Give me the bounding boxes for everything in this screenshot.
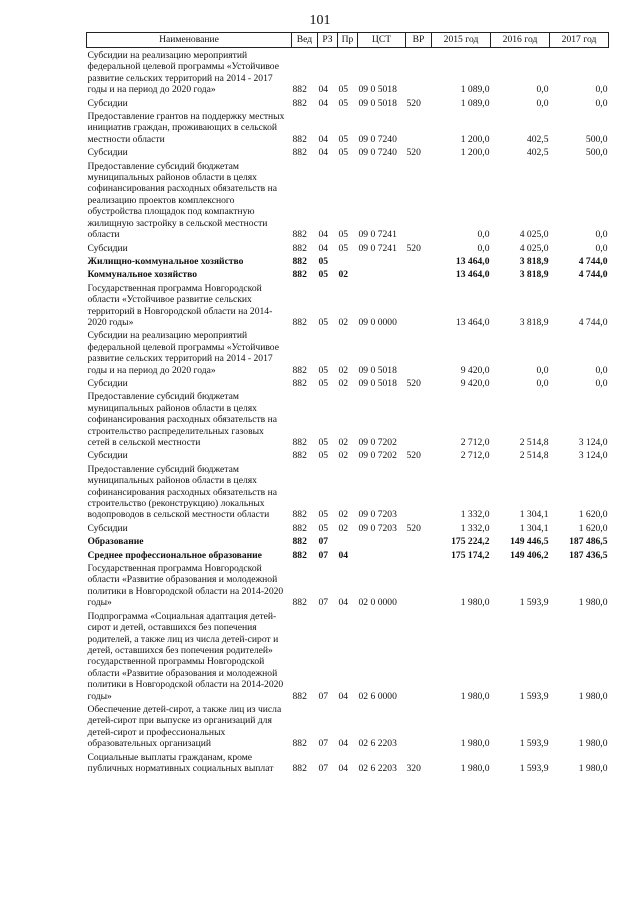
row-name: Субсидии	[87, 450, 128, 462]
row-rz: 05	[318, 364, 329, 376]
header-pr: Пр	[338, 33, 358, 48]
row-value-2017: 1 980,0	[578, 690, 608, 702]
row-value-2017: 500,0	[585, 147, 608, 159]
row-value-2017: 1 980,0	[578, 762, 608, 774]
row-value-2016: 1 593,9	[519, 762, 549, 774]
row-value-2016: 402,5	[526, 133, 549, 145]
row-vr	[406, 702, 432, 750]
row-rz: 05	[318, 316, 329, 328]
row-ved: 882	[292, 133, 307, 145]
row-value-2017: 1 620,0	[578, 522, 608, 534]
row-pr: 02	[338, 364, 349, 376]
row-cst: 09 0 5018	[358, 97, 397, 109]
row-cst: 02 6 0000	[358, 690, 397, 702]
row-rz: 07	[318, 597, 329, 609]
row-ved: 882	[292, 269, 307, 281]
table-row	[87, 48, 609, 96]
table-row	[87, 254, 609, 267]
row-value-2016: 1 304,1	[519, 509, 549, 521]
row-value-2016: 149 446,5	[510, 536, 549, 548]
row-value-2015: 1 089,0	[460, 84, 490, 96]
row-vr	[406, 254, 432, 267]
table-row	[87, 702, 609, 750]
row-pr: 02	[338, 522, 349, 534]
row-pr: 04	[338, 690, 349, 702]
row-value-2015: 1 332,0	[460, 509, 490, 521]
header-name: Наименование	[87, 33, 292, 48]
row-ved: 882	[292, 690, 307, 702]
row-cst: 09 0 5018	[358, 377, 397, 389]
row-value-2015: 1 332,0	[460, 522, 490, 534]
row-pr: 05	[338, 97, 349, 109]
table-row	[87, 159, 609, 241]
row-name: Субсидии	[87, 377, 128, 389]
row-value-2015: 2 712,0	[460, 437, 490, 448]
header-2015: 2015 год	[432, 33, 491, 48]
row-value-2015: 1 980,0	[460, 690, 490, 702]
row-rz: 04	[318, 242, 329, 254]
row-name: Социальные выплаты гражданам, кроме публичных нормативных социальных выплат	[87, 751, 274, 774]
row-rz: 04	[318, 147, 329, 159]
row-value-2016: 2 514,8	[519, 450, 549, 462]
row-cst	[358, 267, 406, 280]
row-name: Субсидии	[87, 97, 128, 109]
header-vr: ВР	[406, 33, 432, 48]
row-pr: 02	[338, 377, 349, 389]
row-value-2016: 3 818,9	[519, 255, 549, 267]
row-ved: 882	[292, 377, 307, 389]
row-cst: 09 0 7202	[358, 450, 397, 462]
row-value-2015: 175 174,2	[451, 549, 490, 561]
row-value-2017: 1 980,0	[578, 597, 608, 609]
row-pr: 05	[338, 84, 349, 96]
table-row	[87, 376, 609, 389]
row-vr	[406, 609, 432, 702]
table-row	[87, 521, 609, 534]
row-value-2015: 0,0	[477, 229, 490, 241]
row-pr: 02	[338, 316, 349, 328]
table-row	[87, 281, 609, 329]
row-vr: 520	[406, 242, 421, 254]
row-ved: 882	[292, 229, 307, 241]
row-value-2016: 2 514,8	[519, 437, 549, 448]
row-rz: 04	[318, 133, 329, 145]
row-value-2016: 3 818,9	[519, 269, 549, 281]
table-row	[87, 267, 609, 280]
row-ved: 882	[292, 84, 307, 96]
row-value-2016: 149 406,2	[510, 549, 549, 561]
row-cst: 02 0 0000	[358, 597, 397, 609]
row-value-2017: 4 744,0	[578, 269, 608, 281]
row-value-2016: 1 593,9	[519, 738, 549, 750]
row-name: Подпрограмма «Социальная адаптация детей-сирот и детей, оставшихся без попечения родителей, а также лиц из числа детей-сирот и детей, оставшихся без попечения родителей» государственной программы Новгородской области «Развитие образования и молодежной политики в Новгородской области на 2014-2020 годы»	[87, 610, 284, 702]
row-pr: 04	[338, 738, 349, 750]
row-rz: 05	[318, 437, 329, 448]
row-value-2015: 1 980,0	[460, 597, 490, 609]
row-value-2016: 3 818,9	[519, 316, 549, 328]
row-ved: 882	[292, 255, 307, 267]
row-cst	[358, 548, 406, 561]
row-vr	[406, 561, 432, 609]
row-cst: 02 6 2203	[358, 762, 397, 774]
row-value-2015: 13 464,0	[455, 255, 490, 267]
table-row	[87, 462, 609, 521]
table-body	[87, 48, 609, 775]
row-vr	[406, 328, 432, 376]
row-pr	[338, 254, 358, 267]
row-value-2017: 3 124,0	[578, 450, 608, 462]
row-value-2017: 0,0	[595, 84, 608, 96]
row-rz: 05	[318, 509, 329, 521]
table-row	[87, 548, 609, 561]
row-name: Субсидии на реализацию мероприятий федеральной целевой программы «Устойчивое развитие сельских территорий на 2014 - 2017 годы и на период до 2020 года»	[87, 50, 279, 96]
row-name: Государственная программа Новгородской области «Развитие образования и молодежной политики в Новгородской области на 2014-2020 годы»	[87, 563, 284, 609]
page-number: 101	[309, 13, 331, 28]
row-vr: 320	[406, 762, 421, 774]
row-name: Субсидии	[87, 147, 128, 159]
row-value-2015: 2 712,0	[460, 450, 490, 462]
row-ved: 882	[292, 597, 307, 609]
row-rz: 05	[318, 269, 329, 281]
row-vr	[406, 548, 432, 561]
row-value-2016: 4 025,0	[519, 229, 549, 241]
row-value-2016: 0,0	[536, 377, 549, 389]
row-pr: 05	[338, 242, 349, 254]
row-value-2015: 13 464,0	[455, 269, 490, 281]
row-ved: 882	[292, 509, 307, 521]
row-ved: 882	[292, 549, 307, 561]
row-value-2017: 1 980,0	[578, 738, 608, 750]
row-cst: 09 0 7241	[358, 229, 397, 241]
header-ved: Вед	[292, 33, 318, 48]
row-value-2017: 187 486,5	[569, 536, 608, 548]
row-cst: 09 0 7203	[358, 522, 397, 534]
row-value-2015: 1 089,0	[460, 97, 490, 109]
table-row	[87, 609, 609, 702]
row-pr: 05	[338, 133, 349, 145]
row-ved: 882	[292, 316, 307, 328]
header-2016: 2016 год	[491, 33, 550, 48]
row-value-2017: 1 620,0	[578, 509, 608, 521]
row-ved: 882	[292, 147, 307, 159]
row-value-2016: 1 593,9	[519, 690, 549, 702]
row-vr	[406, 48, 432, 96]
table-row	[87, 448, 609, 461]
row-value-2016: 0,0	[536, 84, 549, 96]
row-value-2016: 4 025,0	[519, 242, 549, 254]
row-vr	[406, 534, 432, 547]
row-ved: 882	[292, 450, 307, 462]
row-rz: 05	[318, 377, 329, 389]
row-name: Субсидии на реализацию мероприятий федеральной целевой программы «Устойчивое развитие сельских территорий на 2014 - 2017 годы и на период до 2020 года»	[87, 330, 279, 376]
row-ved: 882	[292, 738, 307, 750]
row-pr: 05	[338, 229, 349, 241]
row-vr	[406, 389, 432, 448]
table-row	[87, 241, 609, 254]
row-cst: 09 0 7202	[358, 437, 397, 448]
row-value-2017: 0,0	[595, 97, 608, 109]
row-ved: 882	[292, 437, 307, 448]
row-vr	[406, 109, 432, 145]
row-value-2016: 0,0	[536, 97, 549, 109]
table-row	[87, 96, 609, 109]
row-pr: 04	[338, 597, 349, 609]
row-value-2016: 0,0	[536, 364, 549, 376]
row-cst: 02 6 2203	[358, 738, 397, 750]
row-value-2017: 187 436,5	[569, 549, 608, 561]
row-cst: 09 0 5018	[358, 364, 397, 376]
table-row	[87, 389, 609, 448]
row-rz: 07	[318, 536, 329, 548]
row-value-2016: 1 304,1	[519, 522, 549, 534]
row-value-2017: 3 124,0	[578, 437, 608, 448]
row-name: Государственная программа Новгородской области «Устойчивое развитие сельских территорий в Новгородской области на 2014-2020 годы»	[87, 282, 273, 328]
row-ved: 882	[292, 762, 307, 774]
row-value-2015: 175 224,2	[451, 536, 490, 548]
header-rz: РЗ	[318, 33, 338, 48]
row-value-2015: 13 464,0	[455, 316, 490, 328]
row-value-2016: 402,5	[526, 147, 549, 159]
row-name: Предоставление грантов на поддержку местных инициатив граждан, проживающих в сельской местности области	[87, 111, 285, 145]
row-value-2017: 0,0	[595, 242, 608, 254]
row-rz: 04	[318, 84, 329, 96]
row-ved: 882	[292, 97, 307, 109]
row-ved: 882	[292, 242, 307, 254]
row-value-2017: 4 744,0	[578, 255, 608, 267]
row-name: Жилищно-коммунальное хозяйство	[87, 255, 244, 267]
row-vr	[406, 267, 432, 280]
row-value-2017: 4 744,0	[578, 316, 608, 328]
table-row	[87, 750, 609, 775]
row-cst: 09 0 7240	[358, 133, 397, 145]
row-ved: 882	[292, 522, 307, 534]
row-name: Коммунальное хозяйство	[87, 269, 197, 281]
row-vr	[406, 462, 432, 521]
row-rz: 04	[318, 97, 329, 109]
row-pr: 02	[338, 509, 349, 521]
row-value-2016: 1 593,9	[519, 597, 549, 609]
row-value-2017: 0,0	[595, 377, 608, 389]
row-cst	[358, 254, 406, 267]
table-row	[87, 561, 609, 609]
row-rz: 07	[318, 762, 329, 774]
row-name: Обеспечение детей-сирот, а также лиц из числа детей-сирот при выпуске из организаций для детей-сирот и профессиональных образовательных организаций	[87, 703, 282, 750]
row-cst: 09 0 7241	[358, 242, 397, 254]
row-pr: 02	[338, 269, 349, 281]
row-name: Предоставление субсидий бюджетам муниципальных районов области в целях софинансирования расходных обязательств на реализацию проектов комплексного обустройства площадок под компактную жилищную застройку в сельской местности области	[87, 160, 277, 241]
row-vr: 520	[406, 377, 421, 389]
row-rz: 05	[318, 522, 329, 534]
row-value-2017: 0,0	[595, 229, 608, 241]
row-vr: 520	[406, 147, 421, 159]
row-vr: 520	[406, 97, 421, 109]
row-pr: 02	[338, 437, 349, 448]
row-rz: 05	[318, 255, 329, 267]
table-header	[87, 33, 609, 48]
row-rz: 05	[318, 450, 329, 462]
row-rz: 04	[318, 229, 329, 241]
table-row	[87, 145, 609, 158]
row-name: Предоставление субсидий бюджетам муниципальных районов области в целях софинансирования расходных обязательств на строительство распределительных газовых сетей в сельской местности	[87, 391, 277, 448]
row-name: Субсидии	[87, 522, 128, 534]
row-ved: 882	[292, 364, 307, 376]
row-vr	[406, 159, 432, 241]
row-value-2015: 1 200,0	[460, 147, 490, 159]
row-cst	[358, 534, 406, 547]
row-name: Предоставление субсидий бюджетам муниципальных районов области в целях софинансирования расходных обязательств на строительство (реконструкцию) локальных водопроводов в сельской местности области	[87, 463, 277, 521]
row-name: Субсидии	[87, 242, 128, 254]
header-cst: ЦСТ	[358, 33, 406, 48]
row-name: Образование	[87, 536, 144, 548]
row-cst: 09 0 5018	[358, 84, 397, 96]
row-rz: 07	[318, 690, 329, 702]
row-name: Среднее профессиональное образование	[87, 549, 262, 561]
row-pr: 04	[338, 762, 349, 774]
row-cst: 09 0 0000	[358, 316, 397, 328]
row-value-2015: 1 980,0	[460, 738, 490, 750]
row-value-2015: 1 200,0	[460, 133, 490, 145]
row-value-2017: 0,0	[595, 364, 608, 376]
row-vr	[406, 281, 432, 329]
row-pr: 05	[338, 147, 349, 159]
table-row	[87, 109, 609, 145]
row-vr: 520	[406, 450, 421, 462]
row-cst: 09 0 7240	[358, 147, 397, 159]
header-2017: 2017 год	[550, 33, 609, 48]
row-value-2015: 0,0	[477, 242, 490, 254]
row-pr	[338, 534, 358, 547]
row-rz: 07	[318, 549, 329, 561]
row-pr: 04	[338, 549, 349, 561]
row-value-2015: 9 420,0	[460, 364, 490, 376]
row-rz: 07	[318, 738, 329, 750]
budget-table	[86, 32, 609, 774]
table-row	[87, 328, 609, 376]
row-cst: 09 0 7203	[358, 509, 397, 521]
row-value-2015: 1 980,0	[460, 762, 490, 774]
table-row	[87, 534, 609, 547]
row-pr: 02	[338, 450, 349, 462]
row-vr: 520	[406, 522, 421, 534]
row-ved: 882	[292, 536, 307, 548]
row-value-2017: 500,0	[585, 133, 608, 145]
row-value-2015: 9 420,0	[460, 377, 490, 389]
